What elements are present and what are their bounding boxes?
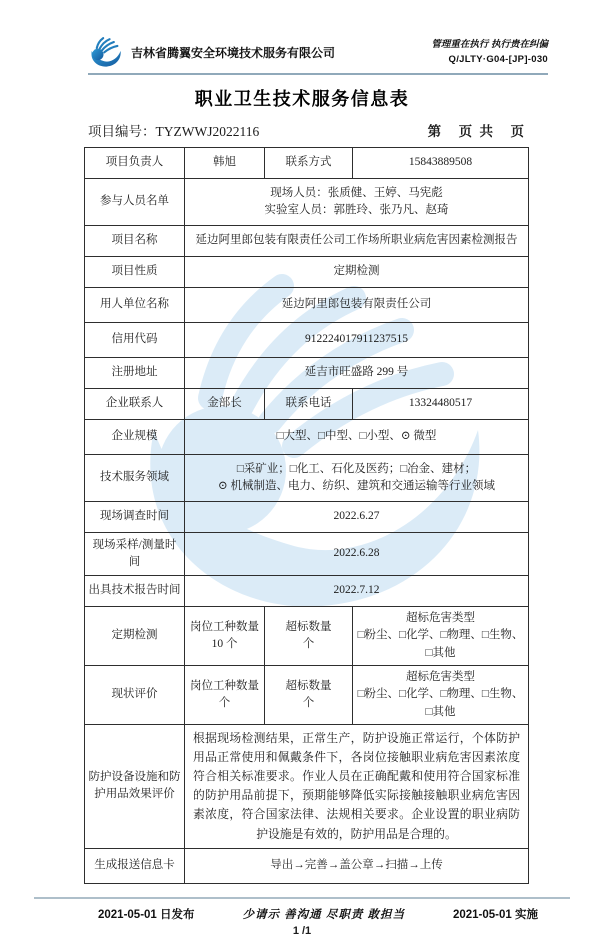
row-company-contact: [85, 389, 529, 420]
label-cell: 定期检测: [85, 607, 185, 666]
label-cell: 联系电话: [265, 389, 353, 420]
exceed-count-value: 个: [302, 697, 315, 709]
value-cell: 韩旭: [185, 148, 265, 179]
row-survey-date: [85, 502, 529, 533]
value-cell: 根据现场检测结果，正常生产，防护设施正常运行，个体防护用品正常使用和佩戴条件下，各岗位接触职业病危害因素浓度符合相关标准要求。作业人员在正确配戴和使用符合国家标准的防护用品前提下，预期能够降低实际接触接触职业病危害因素浓度，符合国家法律、法规相关要求。企业设置的职业病防护设施是有效的，防护用品是合理的。: [185, 725, 529, 849]
row-service-field: [85, 455, 529, 502]
label-cell: 出具技术报告时间: [85, 576, 185, 607]
release-date: 2021-05-01 日发布: [98, 908, 195, 921]
label-cell: 项目负责人: [85, 148, 185, 179]
row-registered-address: [85, 358, 529, 389]
value-cell: [265, 607, 353, 666]
label-cell: 项目性质: [85, 257, 185, 288]
project-number: [88, 120, 259, 140]
row-company-scale: [85, 420, 529, 455]
exceed-count-label: 超标数量: [285, 679, 332, 692]
form-table-wrap: [84, 147, 528, 884]
value-cell: 延边阿里郎包装有限责任公司: [185, 288, 529, 323]
row-sampling-date: [85, 533, 529, 576]
jobs-count-label: 岗位工种数量: [190, 679, 259, 692]
label-cell: 技术服务领域: [85, 455, 185, 502]
label-cell: 企业联系人: [85, 389, 185, 420]
project-number-line: [88, 120, 526, 140]
value-cell: [353, 666, 529, 725]
value-cell: [185, 179, 529, 226]
row-participants: [85, 179, 529, 226]
header-right: [431, 37, 548, 67]
value-cell: [185, 607, 265, 666]
row-periodic-detection: [85, 607, 529, 666]
document-code: Q/JLTY·G04-[JP]-030: [448, 54, 548, 65]
label-cell: 现场调查时间: [85, 502, 185, 533]
value-cell: □大型、□中型、□小型、⊙ 微型: [185, 420, 529, 455]
footer-slogan: 少请示 善沟通 尽职责 敢担当: [242, 908, 406, 921]
row-project-type: [85, 257, 529, 288]
row-project-leader: [85, 148, 529, 179]
value-cell: 金部长: [185, 389, 265, 420]
page-title: 职业卫生技术服务信息表: [194, 89, 410, 109]
participants-line1: 现场人员：张质健、王婷、马宪彪: [270, 186, 443, 199]
document-page: [0, 36, 604, 937]
label-cell: 现状评价: [85, 666, 185, 725]
jobs-count-value: 个: [218, 697, 231, 709]
hazard-type-options: □粉尘、□化学、□物理、□生物、□其他: [357, 688, 524, 718]
jobs-count-value: 10 个: [211, 638, 238, 650]
value-cell: 导出→完善→盖公章→扫描→上传: [185, 848, 529, 883]
label-cell: 参与人员名单: [85, 179, 185, 226]
value-cell: 15843889508: [353, 148, 529, 179]
value-cell: 2022.6.27: [185, 502, 529, 533]
value-cell: 定期检测: [185, 257, 529, 288]
page-marker: 第 页 共 页: [427, 124, 526, 139]
value-cell: [353, 607, 529, 666]
page-number: 1 /1: [292, 924, 312, 937]
value-cell: 2022.6.28: [185, 533, 529, 576]
row-status-evaluation: [85, 666, 529, 725]
document-footer: [98, 906, 538, 922]
company-name: 吉林省腾翼安全环境技术服务有限公司: [131, 45, 336, 60]
label-cell: 信用代码: [85, 323, 185, 358]
row-project-name: [85, 226, 529, 257]
exceed-count-value: 个: [302, 638, 315, 650]
label-cell: 防护设备设施和防护用品效果评价: [85, 725, 185, 849]
label-cell: 联系方式: [265, 148, 353, 179]
hazard-type-title: 超标危害类型: [406, 671, 475, 684]
participants-line2: 实验室人员：郭胜玲、张乃凡、赵琦: [264, 204, 449, 216]
value-cell: [265, 666, 353, 725]
value-cell: [185, 666, 265, 725]
header-divider: [88, 73, 548, 75]
value-cell: 延边阿里郎包装有限责任公司工作场所职业病危害因素检测报告: [185, 226, 529, 257]
value-cell: 2022.7.12: [185, 576, 529, 607]
implement-date: 2021-05-01 实施: [452, 908, 538, 921]
company-logo-icon: [88, 36, 124, 68]
document-header: [88, 36, 548, 68]
value-cell: [185, 455, 529, 502]
label-cell: 用人单位名称: [85, 288, 185, 323]
service-field-line2: ⊙ 机械制造、电力、纺织、建筑和交通运输等行业领域: [217, 480, 495, 492]
service-field-line1: □采矿业；□化工、石化及医药；□冶金、建材；: [236, 462, 477, 475]
row-info-card: [85, 848, 529, 883]
value-cell: 912224017911237515: [185, 323, 529, 358]
label-cell: 项目名称: [85, 226, 185, 257]
label-cell: 注册地址: [85, 358, 185, 389]
row-protection-evaluation: [85, 725, 529, 849]
label-cell: 生成报送信息卡: [85, 848, 185, 883]
value-cell: 13324480517: [353, 389, 529, 420]
hazard-type-title: 超标危害类型: [406, 612, 475, 625]
project-number-value: TYZWWJ2022116: [155, 124, 260, 139]
jobs-count-label: 岗位工种数量: [190, 620, 259, 633]
row-report-date: [85, 576, 529, 607]
label-cell: 现场采样/测量时间: [85, 533, 185, 576]
row-credit-code: [85, 323, 529, 358]
project-number-label: 项目编号：: [88, 124, 156, 139]
exceed-count-label: 超标数量: [285, 620, 332, 633]
form-table: [84, 147, 529, 884]
header-slogan: 管理重在执行 执行贵在纠偏: [431, 38, 548, 50]
value-cell: 延吉市旺盛路 299 号: [185, 358, 529, 389]
row-employer-name: [85, 288, 529, 323]
brand: [88, 36, 335, 68]
footer-divider: [34, 897, 570, 899]
hazard-type-options: □粉尘、□化学、□物理、□生物、□其他: [357, 629, 524, 659]
label-cell: 企业规模: [85, 420, 185, 455]
